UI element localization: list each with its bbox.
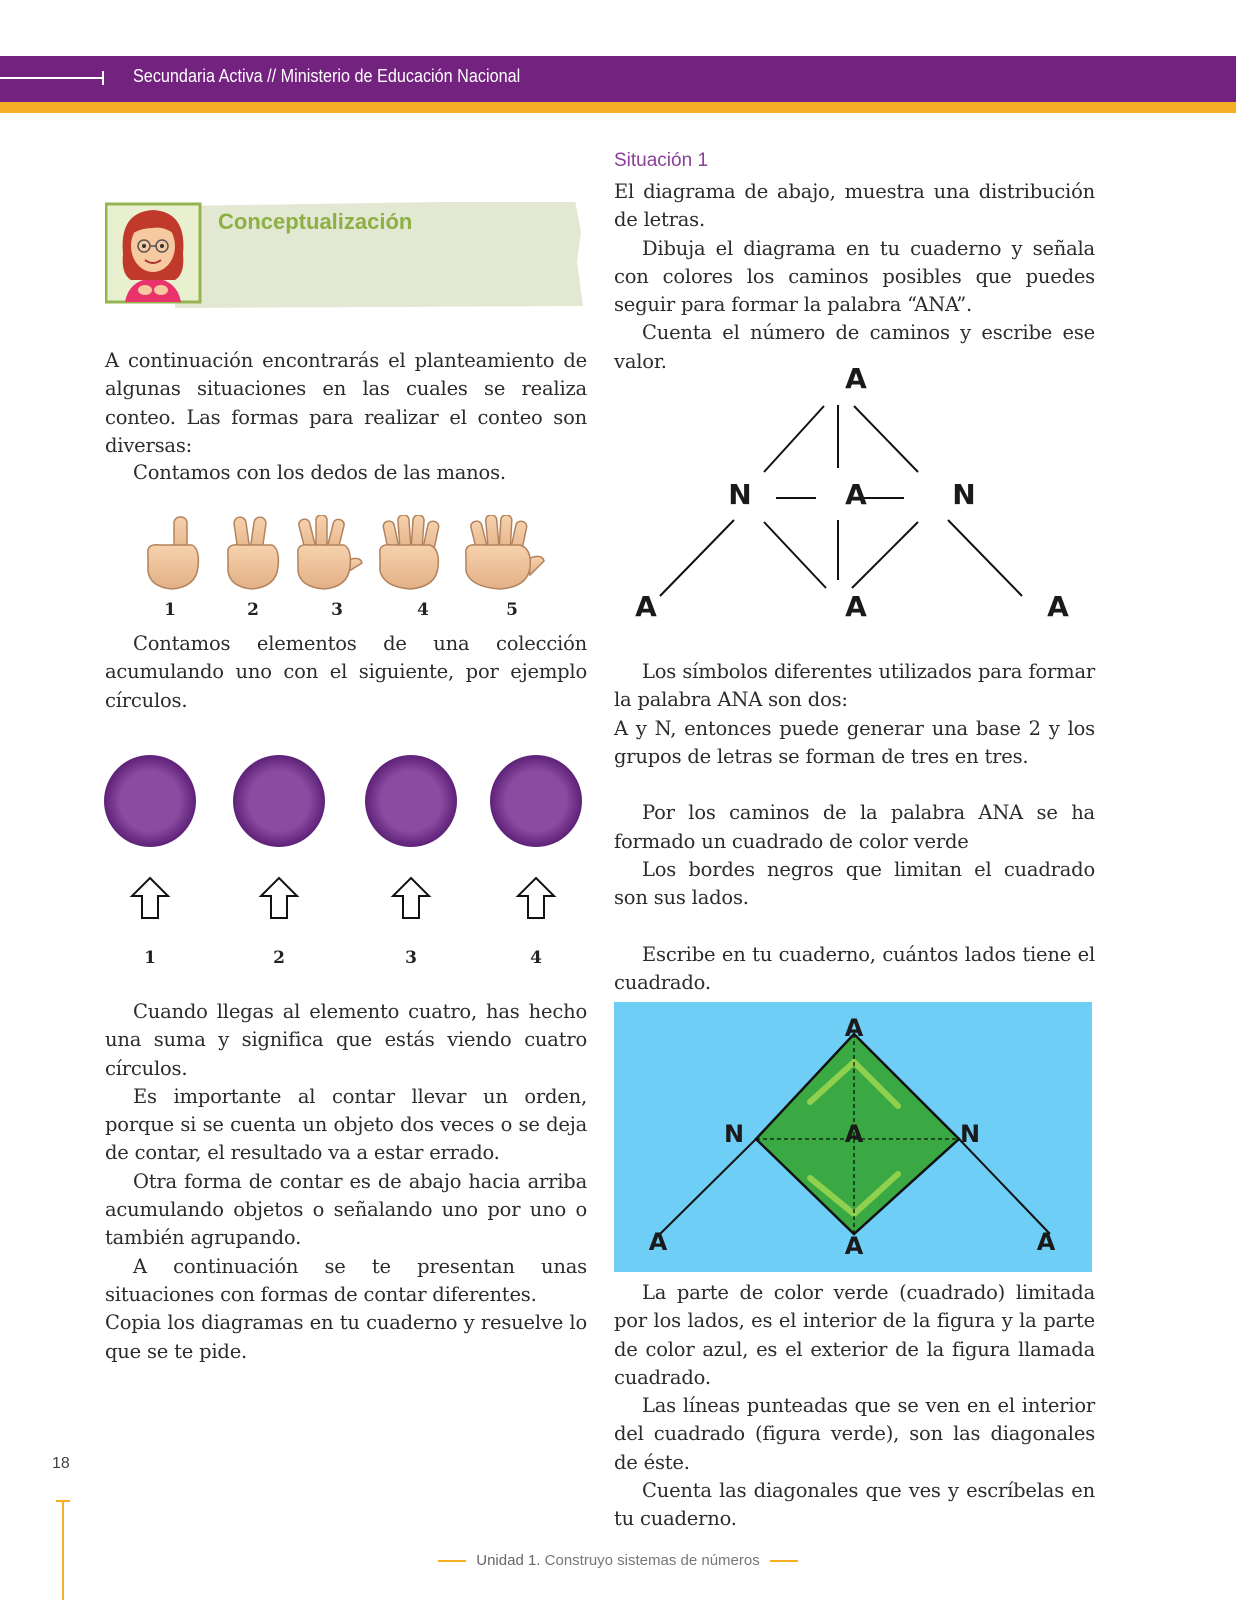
hand-one-icon <box>148 517 199 589</box>
header-title: Secundaria Activa // Ministerio de Educación Nacional <box>133 66 521 86</box>
situation-heading: Situación 1 <box>614 150 709 171</box>
up-arrow-icon <box>393 878 429 918</box>
circle-number: 1 <box>144 948 156 968</box>
intro-paragraph: A continuación encontrarás el planteamiento de algunas situaciones en las cuales se realiza conteo. Las formas para realizar el conteo son diversas: <box>105 349 587 457</box>
hand-three-icon <box>298 515 362 589</box>
diagram2-letter: A <box>648 1228 668 1256</box>
left-body-paragraphs: Cuando llegas al elemento cuatro, has hecho una suma y significa que estás viendo cuatro círculos. Es importante al contar llevar un orden, porque si se cuenta un objeto dos veces o se deja de contar, el resultado va a estar errado. Otra forma de contar es de abajo hacia arriba acumulando objetos o señalando uno por uno o también agrupando. A continuación se te presentan unas situaciones con formas de contar diferentes. Copia los diagramas en tu cuaderno y resuelve lo que se te pide. <box>105 1000 587 1363</box>
girl-avatar-icon <box>123 210 184 302</box>
diagram1-letter: A <box>845 590 867 623</box>
footer <box>0 1552 1236 1569</box>
circle-number: 4 <box>530 948 542 968</box>
circle-number: 2 <box>273 948 285 968</box>
finger-number: 5 <box>506 600 518 620</box>
up-arrow-icon <box>518 878 554 918</box>
finger-number: 2 <box>247 600 259 620</box>
diagram2-letter: A <box>844 1232 864 1260</box>
diagram1-letter: N <box>728 478 752 511</box>
footer-deco-left <box>438 1560 466 1562</box>
diagram1-letter: N <box>952 478 976 511</box>
diagram1-letter: A <box>845 362 867 395</box>
circle-number: 3 <box>405 948 417 968</box>
header-tick <box>102 71 104 85</box>
purple-circle <box>365 755 457 847</box>
diagram2-letter: N <box>959 1120 981 1148</box>
diagram1-letter: A <box>1047 590 1069 623</box>
counting-hands <box>140 515 560 595</box>
diagram1-letter: A <box>845 478 867 511</box>
up-arrow-icon <box>261 878 297 918</box>
hand-five-icon <box>466 515 544 589</box>
right-middle-paragraphs: Los símbolos diferentes utilizados para formar la palabra ANA son dos: A y N, entonces puede generar una base 2 y los grupos de letras se forman de tres en tres. Por los caminos de la palabra ANA se ha formado un cuadrado de color verde Los bordes negros que limitan el cuadrado son sus lados. Escribe en tu cuaderno, cuántos lados tiene el cuadrado. <box>614 660 1095 995</box>
finger-number: 3 <box>331 600 343 620</box>
hand-four-icon <box>380 515 440 589</box>
right-intro-paragraphs: El diagrama de abajo, muestra una distribución de letras. Dibuja el diagrama en tu cuaderno y señala con colores los caminos posibles que puedes seguir para formar la palabra “ANA”. Cuenta el número de caminos y escribe ese valor. <box>614 180 1095 373</box>
header-stripe <box>0 102 1236 113</box>
diagram2-letter: A <box>844 1014 864 1042</box>
finger-number: 4 <box>417 600 429 620</box>
circles-figure <box>100 750 590 925</box>
section-label: Conceptualización <box>218 209 413 234</box>
finger-number: 1 <box>164 600 176 620</box>
diagram1-letter: A <box>635 590 657 623</box>
diagram2-letter: N <box>723 1120 745 1148</box>
page-number: 18 <box>52 1455 70 1472</box>
left-margin-tick <box>56 1500 70 1502</box>
footer-deco-right <box>770 1560 798 1562</box>
hand-two-icon <box>228 516 279 589</box>
purple-circle <box>104 755 196 847</box>
fingers-caption: Contamos con los dedos de las manos. <box>133 461 506 484</box>
header-line <box>0 77 104 79</box>
left-margin-line <box>62 1500 64 1600</box>
right-bottom-paragraphs: La parte de color verde (cuadrado) limitada por los lados, es el interior de la figura y la parte de color azul, es el exterior de la figura llamada cuadrado. Las líneas punteadas que se ven en el interior del cuadrado (figura verde), son las diagonales de éste. Cuenta las diagonales que ves y escríbelas en tu cuaderno. <box>614 1281 1095 1531</box>
footer-unit: Unidad 1. <box>476 1552 541 1569</box>
diagram2-letter: A <box>844 1120 864 1148</box>
footer-title: Construyo sistemas de números <box>544 1552 760 1569</box>
purple-circle <box>490 755 582 847</box>
purple-circle <box>233 755 325 847</box>
collection-paragraph: Contamos elementos de una colección acumulando uno con el siguiente, por ejemplo círculos. <box>105 632 587 712</box>
diagram2-letter: A <box>1036 1228 1056 1256</box>
up-arrow-icon <box>132 878 168 918</box>
